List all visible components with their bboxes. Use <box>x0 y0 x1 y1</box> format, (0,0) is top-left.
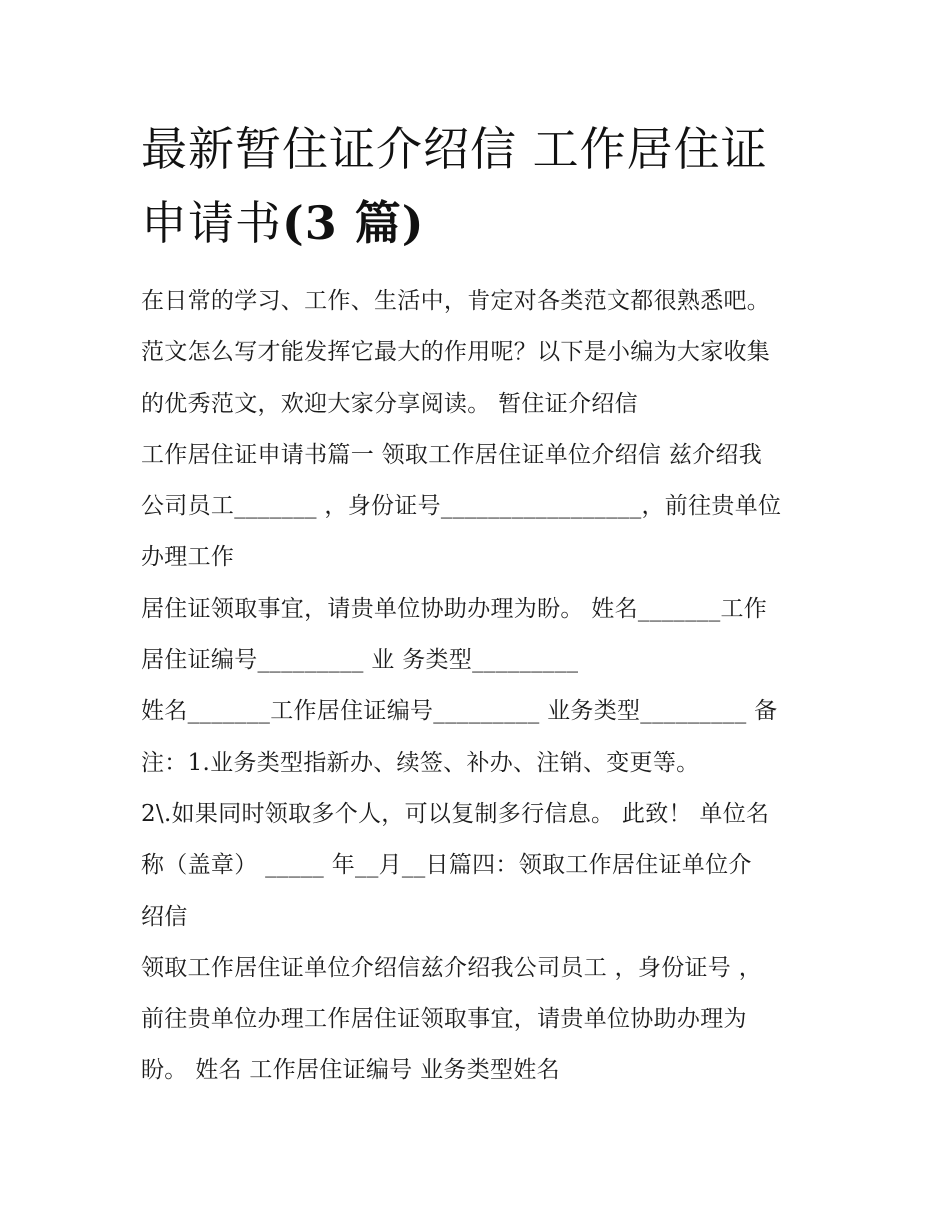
body-line: 办理工作 <box>141 544 235 571</box>
document-title <box>141 112 841 260</box>
body-line: 居住证领取事宜，请贵单位协助办理为盼。 姓名_______工作 <box>141 595 768 622</box>
body-line: 盼。 姓名 工作居住证编号 业务类型姓名 <box>141 1057 560 1084</box>
body-line: 注：1.业务类型指新办、续签、补办、注销、变更等。 <box>141 749 700 776</box>
body-line: 2\.如果同时领取多个人，可以复制多行信息。 此致！ 单位名 <box>141 800 770 827</box>
body-line: 在日常的学习、工作、生活中，肯定对各类范文都很熟悉吧。 <box>141 288 771 314</box>
body-line: 绍信 <box>141 903 188 930</box>
body-line: 范文怎么写才能发挥它最大的作用呢？以下是小编为大家收集 <box>141 339 771 366</box>
body-line: 公司员工_______ ，身份证号_________________，前往贵单位 <box>141 493 782 520</box>
body-line: 称（盖章） _____ 年__月__日篇四：领取工作居住证单位介 <box>141 852 752 879</box>
title-line-1: 最新暂住证介绍信 工作居住证 <box>141 122 768 176</box>
body-line: 居住证编号_________ 业 务类型_________ <box>141 647 579 674</box>
body-line: 的优秀范文，欢迎大家分享阅读。 暂住证介绍信 <box>141 390 638 417</box>
body-line: 姓名_______工作居住证编号_________ 业务类型_________ 备 <box>141 698 778 725</box>
body-line: 工作居住证申请书篇一 领取工作居住证单位介绍信 兹介绍我 <box>141 441 763 468</box>
body-line: 领取工作居住证单位介绍信兹介绍我公司员工 ，身份证号 ， <box>141 954 763 981</box>
document-body <box>141 276 831 1097</box>
body-line: 前往贵单位办理工作居住证领取事宜，请贵单位协助办理为 <box>141 1006 747 1033</box>
title-line-2-prefix: 申请书 <box>141 196 282 250</box>
title-line-2-suffix: (3 篇) <box>282 196 425 250</box>
